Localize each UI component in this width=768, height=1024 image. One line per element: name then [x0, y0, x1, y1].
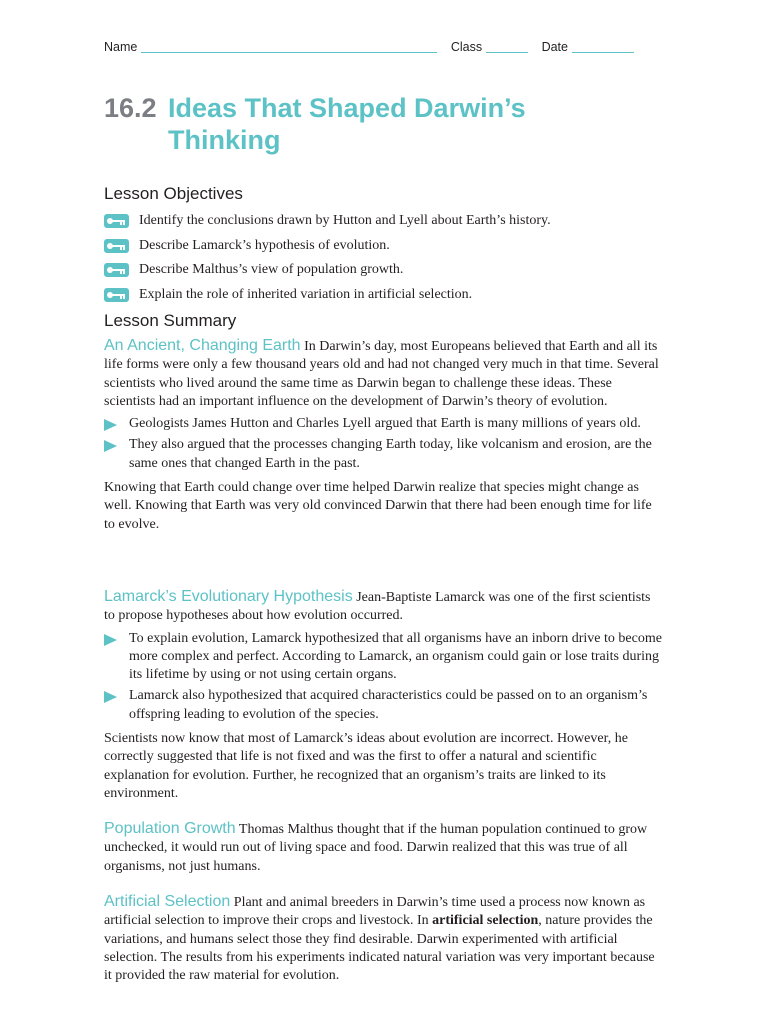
- population-heading: Population Growth: [104, 820, 236, 837]
- key-icon: [104, 214, 129, 228]
- lamarck-closing: Scientists now know that most of Lamarck’s ideas about evolution are incorrect. However, he correctly suggested that life is not fixed and was the first to offer a natural and scientific explanation for evolution. Further, he recognized that an organism’s traits are linked to its environment.: [104, 731, 628, 801]
- lamarck-bullets: [104, 630, 664, 724]
- artificial-term: artificial selection: [432, 913, 539, 929]
- date-label: Date: [541, 40, 568, 54]
- population-paragraph: [104, 820, 664, 876]
- bullet-text: Geologists James Hutton and Charles Lyell argued that Earth is many millions of years old.: [129, 416, 641, 432]
- section-ancient-earth: [104, 337, 664, 534]
- key-icon: [104, 263, 129, 277]
- bullet-text: To explain evolution, Lamarck hypothesized that all organisms have an inborn drive to become more complex and perfect. According to Lamarck, an organism could gain or lose traits during its lifetime by using or not using certain organs.: [129, 630, 662, 683]
- lesson-title-text: Ideas That Shaped Darwin’s Thinking: [168, 93, 526, 155]
- student-info-line: [104, 40, 644, 54]
- lamarck-intro-text: Jean-Baptiste Lamarck was one of the first scientists to propose hypotheses about how evolution occurred.: [104, 590, 651, 624]
- artificial-heading: Artificial Selection: [104, 893, 231, 910]
- objective-text: Describe Malthus’s view of population growth.: [139, 262, 404, 277]
- section-lamarck: [104, 588, 664, 803]
- artificial-text-after: , nature provides the variations, and humans select those they find desirable. Darwin experimented with artificial selection. The results from his experiments indicated natural variation was very important because it provided the raw material for evolution.: [104, 913, 655, 984]
- section-artificial-selection: [104, 893, 664, 985]
- ancient-intro-text: In Darwin’s day, most Europeans believed that Earth and all its life forms were only a few thousand years old and had not changed very much in that time. Several scientists who lived around the same time as Darwin began to challenge these ideas. These scientists had an important influence on the development of Darwin’s theory of evolution.: [104, 339, 659, 409]
- bullet-text: They also argued that the processes changing Earth today, like volcanism and erosion, are the same ones that changed Earth in the past.: [129, 437, 652, 471]
- triangle-bullet-icon: [104, 691, 117, 703]
- date-field[interactable]: [572, 40, 634, 53]
- lamarck-intro: [104, 588, 664, 626]
- ancient-heading: An Ancient, Changing Earth: [104, 337, 301, 354]
- class-field[interactable]: [486, 40, 528, 53]
- objective-item: [104, 260, 704, 285]
- ancient-intro: [104, 337, 664, 411]
- objective-item: [104, 211, 704, 236]
- class-label: Class: [450, 40, 483, 54]
- list-item: [104, 630, 664, 685]
- objective-item: [104, 236, 704, 261]
- name-label: Name: [104, 40, 138, 54]
- objective-text: Identify the conclusions drawn by Hutton and Lyell about Earth’s history.: [139, 213, 551, 228]
- artificial-text-before: Plant and animal breeders in Darwin’s time used a process now known as artificial selection to improve their crops and livestock. In: [104, 895, 646, 929]
- population-text: Thomas Malthus thought that if the human population continued to grow unchecked, it would run out of living space and food. Darwin realized that this was true of all organisms, not just humans.: [104, 822, 648, 874]
- key-icon: [104, 239, 129, 253]
- key-icon: [104, 288, 129, 302]
- section-population-growth: [104, 820, 664, 876]
- summary-heading: Lesson Summary: [104, 311, 237, 330]
- ancient-bullets: [104, 415, 664, 473]
- objective-item: [104, 285, 704, 310]
- objectives-list: [104, 211, 704, 309]
- bullet-text: Lamarck also hypothesized that acquired characteristics could be passed on to an organism’s offspring leading to evolution of the species.: [129, 688, 648, 722]
- objectives-heading: Lesson Objectives: [104, 184, 243, 203]
- artificial-paragraph: [104, 893, 664, 985]
- lamarck-heading: Lamarck’s Evolutionary Hypothesis: [104, 588, 353, 605]
- lesson-number: 16.2: [104, 93, 157, 123]
- objective-text: Explain the role of inherited variation in artificial selection.: [139, 286, 473, 302]
- objective-text: Describe Lamarck’s hypothesis of evolution.: [139, 237, 390, 253]
- ancient-closing: Knowing that Earth could change over time helped Darwin realize that species might change as well. Knowing that Earth was very old convinced Darwin that there had been enough time for life to evolve.: [104, 480, 652, 532]
- list-item: [104, 415, 664, 433]
- list-item: [104, 436, 664, 473]
- triangle-bullet-icon: [104, 419, 117, 431]
- triangle-bullet-icon: [104, 634, 117, 646]
- triangle-bullet-icon: [104, 440, 117, 452]
- name-field[interactable]: [141, 40, 437, 53]
- list-item: [104, 687, 664, 724]
